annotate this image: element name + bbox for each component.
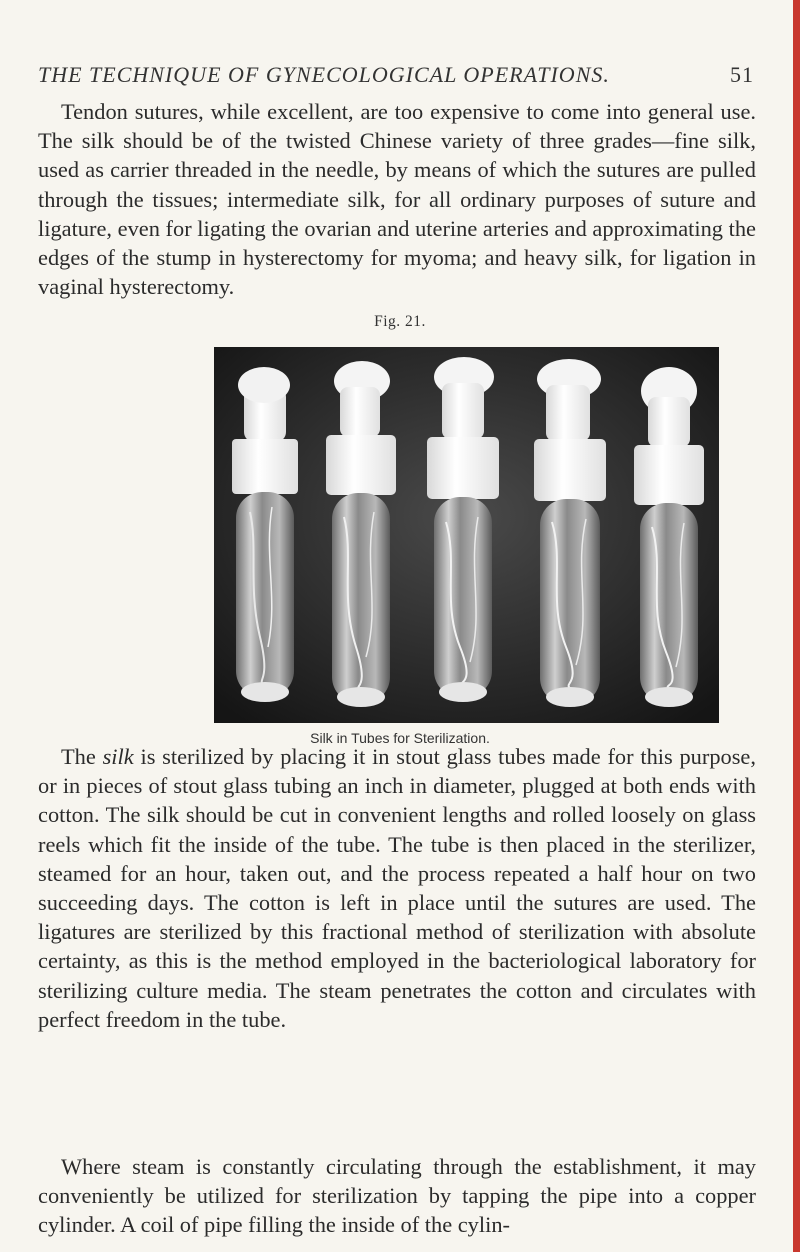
emphasis-silk: silk [102,744,134,769]
paragraph-silk-sterilization [38,742,756,1034]
figure-caption: Silk in Tubes for Sterilization. [310,730,490,746]
paragraph-text: is sterilized by placing it in stout glass tubes made for this purpose, or in pieces of stout glass tubing an inch in diameter, plugged at both ends with cotton. The silk should be cut in convenient lengths and rolled loosely on glass reels which fit the inside of the tube. The tube is then placed in the sterilizer, steamed for an hour, taken out, and the process repeated a half hour on two succeeding days. The cotton is left in place until the sutures are used. The ligatures are sterilized by this fractional method of sterilization with absolute certainty, as this is the method employed in the bacteriological laboratory for sterilizing culture media. The steam penetrates the cotton and circulates with perfect freedom in the tube. [38,744,756,1032]
paragraph-text: Tendon sutures, while excellent, are too expensive to come into general use. The silk should be of the twisted Chinese variety of three grades—fine silk, used as carrier threaded in the needle, by means of which the sutures are pulled through the tissues; intermediate silk, for all ordinary purposes of suture and ligature, even for ligating the ovarian and uterine arteries and approximating the edges of the stump in hysterectomy for myoma; and heavy silk, for ligation in vaginal hysterectomy. [38,99,756,300]
figure-label: Fig. 21. [374,313,426,330]
paragraph-tendon-sutures [38,97,756,301]
paragraph-text: Where steam is constantly circulating through the establishment, it may conveniently be utilized for sterilization by tapping the pipe into a copper cylinder. A coil of pipe filling the inside of the cylin- [38,1154,756,1238]
paragraph-steam [38,1152,756,1240]
running-header [38,62,754,88]
page-edge [793,0,800,1252]
silk-tubes-illustration [214,347,719,723]
running-title: THE TECHNIQUE OF GYNECOLOGICAL OPERATIONS. [38,62,610,87]
page-number: 51 [730,62,754,87]
figure-photo-silk-tubes [214,347,719,723]
paragraph-lead: The [61,744,96,769]
